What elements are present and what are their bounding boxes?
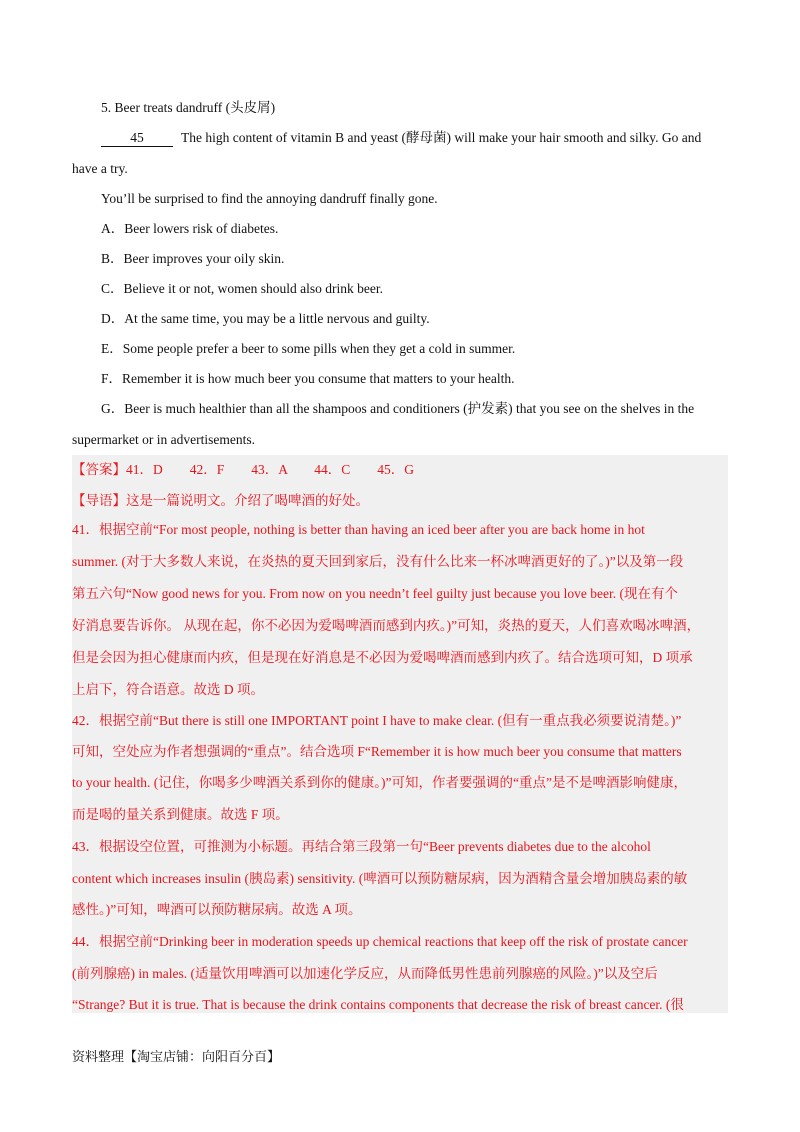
option-c: C．Believe it or not, women should also drink beer. bbox=[101, 281, 383, 296]
answer-blank: 45 bbox=[101, 130, 173, 147]
option-a: A．Beer lowers risk of diabetes. bbox=[101, 221, 279, 236]
explanation-line: 上启下，符合语意。故选 D 项。 bbox=[72, 682, 264, 697]
option-g: G．Beer is much healthier than all the shampoos and conditioners (护发素) that you see on the shelves in the bbox=[101, 401, 695, 416]
question-text-line: You’ll be surprised to find the annoying dandruff finally gone. bbox=[101, 191, 438, 206]
option-g-continued: supermarket or in advertisements. bbox=[72, 432, 255, 447]
explanation-line: (前列腺癌) in males. (适量饮用啤酒可以加速化学反应，从而降低男性患前列腺癌的风险。)”以及空后 bbox=[72, 966, 658, 981]
explanation-line: to your health. (记住，你喝多少啤酒关系到你的健康。)”可知，作者要强调的“重点”是不是啤酒影响健康， bbox=[72, 775, 687, 790]
explanation-line: 好消息要告诉你。 从现在起，你不必因为爱喝啤酒而感到内疚。)”可知，炎热的夏天，人们喜欢喝冰啤酒， bbox=[72, 618, 701, 633]
option-e: E．Some people prefer a beer to some pills when they get a cold in summer. bbox=[101, 341, 516, 356]
answer-key: 【答案】41．D 42．F 43．A 44．C 45．G bbox=[72, 462, 415, 477]
answer-intro: 【导语】这是一篇说明文。介绍了喝啤酒的好处。 bbox=[72, 493, 369, 508]
explanation-line: summer. (对于大多数人来说，在炎热的夏天回到家后，没有什么比来一杯冰啤酒更好的了。)”以及第一段 bbox=[72, 554, 684, 569]
explanation-line: 42．根据空前“But there is still one IMPORTANT point I have to make clear. (但有一重点我必须要说清楚。)” bbox=[72, 713, 682, 728]
explanation-line: 可知，空处应为作者想强调的“重点”。结合选项 F“Remember it is how much beer you consume that matters bbox=[72, 744, 682, 759]
question-heading: 5. Beer treats dandruff (头皮屑) bbox=[101, 100, 276, 115]
explanation-line: 但是会因为担心健康而内疚，但是现在好消息是不必因为爱喝啤酒而感到内疚了。结合选项可知，D 项承 bbox=[72, 650, 693, 665]
option-d: D．At the same time, you may be a little nervous and guilty. bbox=[101, 311, 430, 326]
page-footer: 资料整理【淘宝店铺：向阳百分百】 bbox=[72, 1049, 281, 1064]
option-f: F．Remember it is how much beer you consume that matters to your health. bbox=[101, 371, 515, 386]
explanation-line: 41．根据空前“For most people, nothing is better than having an iced beer after you are back home in hot bbox=[72, 522, 645, 537]
question-text-line: have a try. bbox=[72, 161, 128, 176]
question-text-line bbox=[101, 128, 732, 148]
explanation-line: 感性。)”可知，啤酒可以预防糖尿病。故选 A 项。 bbox=[72, 902, 362, 917]
explanation-line: 第五六句“Now good news for you. From now on you needn’t feel guilty just because you love beer. (现在有个 bbox=[72, 586, 679, 601]
explanation-line: 43．根据设空位置，可推测为小标题。再结合第三段第一句“Beer prevents diabetes due to the alcohol bbox=[72, 839, 651, 854]
explanation-line: 44．根据空前“Drinking beer in moderation speeds up chemical reactions that keep off the risk of prostate cancer bbox=[72, 934, 688, 949]
explanation-line: content which increases insulin (胰岛素) sensitivity. (啤酒可以预防糖尿病，因为酒精含量会增加胰岛素的敏 bbox=[72, 871, 688, 886]
explanation-line: 而是喝的量关系到健康。故选 F 项。 bbox=[72, 807, 289, 822]
option-b: B．Beer improves your oily skin. bbox=[101, 251, 285, 266]
question-text: The high content of vitamin B and yeast (酵母菌) will make your hair smooth and silky. Go and bbox=[181, 130, 702, 145]
explanation-line: “Strange? But it is true. That is because the drink contains components that decrease the risk of breast cancer. (很 bbox=[72, 997, 684, 1012]
